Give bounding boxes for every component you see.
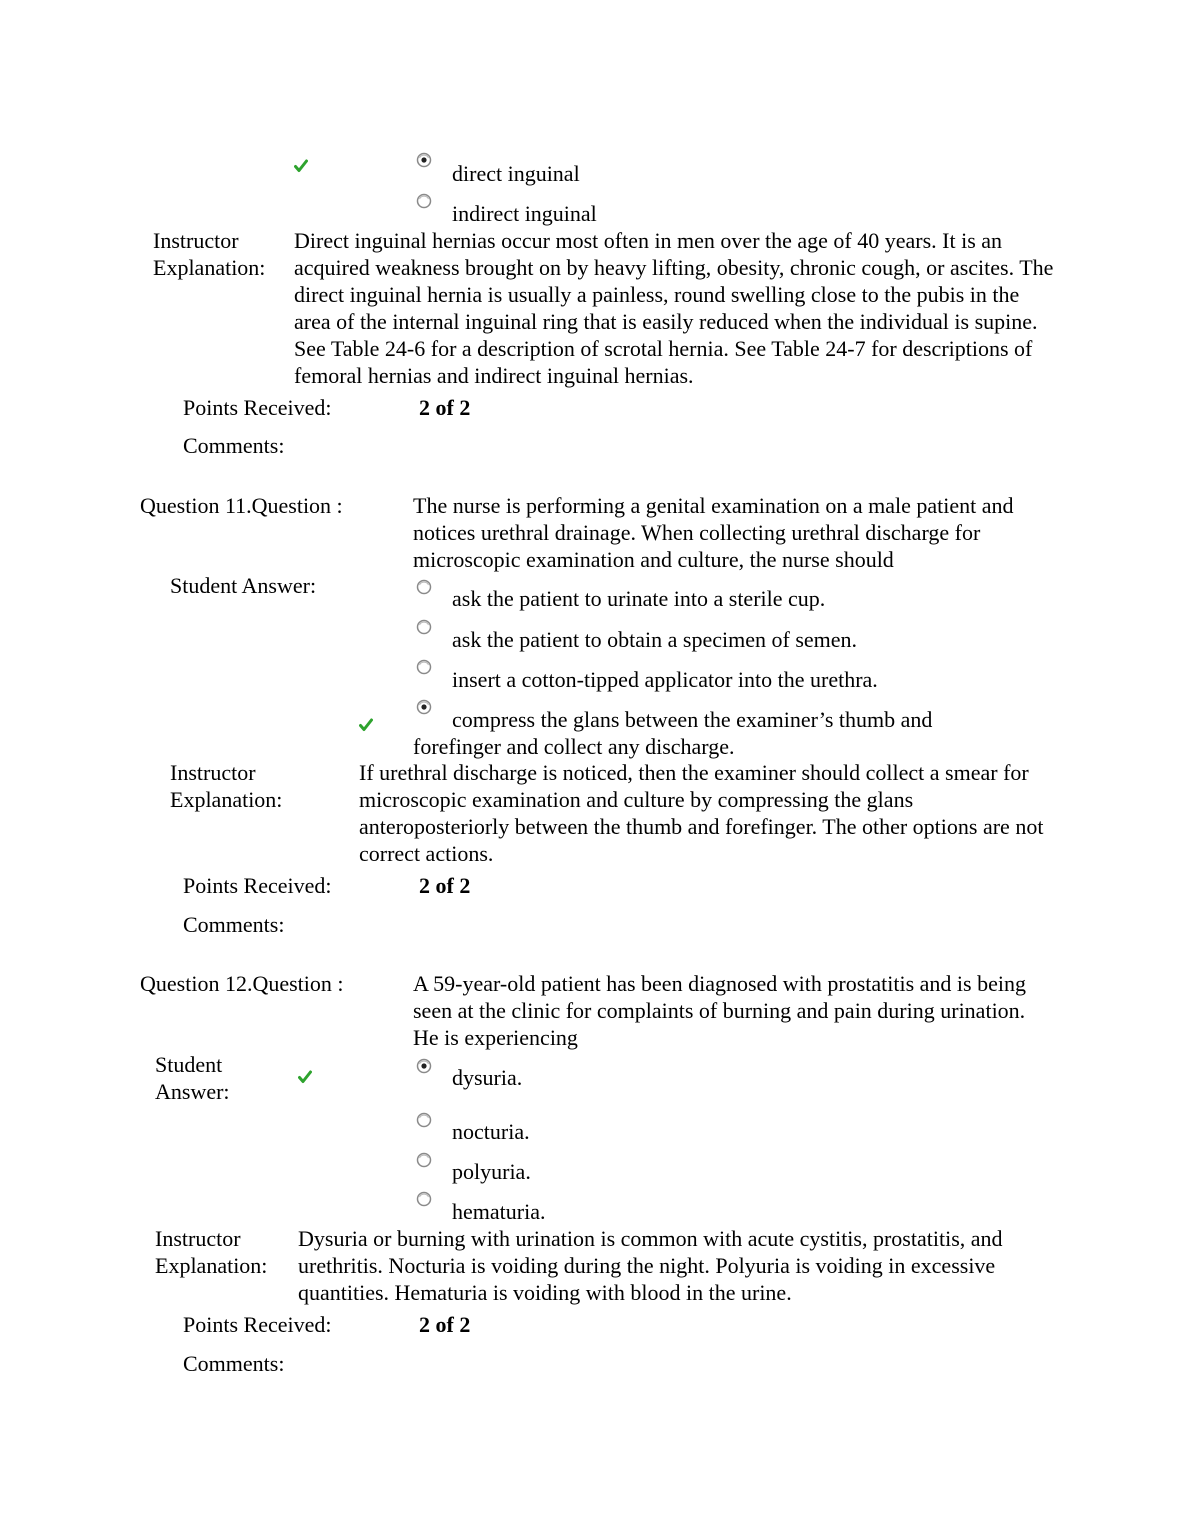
points-value: 2 of 2 <box>419 1312 471 1337</box>
student-answer-label: Student Answer: <box>170 573 317 598</box>
points-value: 2 of 2 <box>419 873 471 898</box>
points-received-label: Points Received: <box>183 873 332 898</box>
checkmark-icon <box>294 159 308 173</box>
question-text: The nurse is performing a genital examination on a male patient and notices urethral drainage. When collecting urethral discharge for microscopic examination and culture, the nurse should <box>413 493 1014 572</box>
radio-selected-icon[interactable] <box>416 152 432 168</box>
instructor-label: Instructor <box>170 760 256 785</box>
radio-unselected-icon[interactable] <box>416 579 432 595</box>
points-received-label: Points Received: <box>183 1312 332 1337</box>
radio-unselected-icon[interactable] <box>416 1191 432 1207</box>
points-received-label: Points Received: <box>183 395 332 420</box>
question-number: Question 12.Question : <box>140 971 344 996</box>
answer-option: hematuria. <box>452 1199 546 1224</box>
answer-option: indirect inguinal <box>452 201 597 226</box>
radio-unselected-icon[interactable] <box>416 193 432 209</box>
answer-label: Answer: <box>155 1079 230 1104</box>
answer-option: direct inguinal <box>452 161 580 186</box>
instructor-explanation: If urethral discharge is noticed, then the examiner should collect a smear for microscopic examination and culture by compressing the glans anteroposteriorly between the thumb and forefinger. The other options are not correct actions. <box>359 760 1044 866</box>
checkmark-icon <box>298 1070 312 1084</box>
radio-selected-icon[interactable] <box>416 1058 432 1074</box>
radio-unselected-icon[interactable] <box>416 659 432 675</box>
instructor-explanation: Dysuria or burning with urination is common with acute cystitis, prostatitis, and urethritis. Nocturia is voiding during the night. Polyuria is voiding in excessive quantities. Hematuria is voiding with blood in the urine. <box>298 1226 1003 1305</box>
question-text: A 59-year-old patient has been diagnosed with prostatitis and is being seen at the clinic for complaints of burning and pain during urination. He is experiencing <box>413 971 1026 1050</box>
explanation-label: Explanation: <box>153 255 266 280</box>
comments-label: Comments: <box>183 912 285 937</box>
answer-option: ask the patient to obtain a specimen of semen. <box>452 627 858 652</box>
instructor-explanation: Direct inguinal hernias occur most often in men over the age of 40 years. It is an acquired weakness brought on by heavy lifting, obesity, chronic cough, or ascites. The direct inguinal hernia is usually a painless, round swelling close to the pubis in the area of the internal inguinal ring that is easily reduced when the individual is supine. See Table 24-6 for a description of scrotal hernia. See Table 24-7 for descriptions of femoral hernias and indirect inguinal hernias. <box>294 228 1054 388</box>
comments-label: Comments: <box>183 433 285 458</box>
student-label: Student <box>155 1052 223 1077</box>
question-number: Question 11.Question : <box>140 493 343 518</box>
radio-unselected-icon[interactable] <box>416 1152 432 1168</box>
answer-option: ask the patient to urinate into a sterile cup. <box>452 586 826 611</box>
answer-option: polyuria. <box>452 1159 531 1184</box>
radio-unselected-icon[interactable] <box>416 619 432 635</box>
answer-option: insert a cotton-tipped applicator into the urethra. <box>452 667 878 692</box>
instructor-label: Instructor <box>155 1226 241 1251</box>
explanation-label: Explanation: <box>155 1253 268 1278</box>
comments-label: Comments: <box>183 1351 285 1376</box>
radio-unselected-icon[interactable] <box>416 1112 432 1128</box>
explanation-label: Explanation: <box>170 787 283 812</box>
answer-option: nocturia. <box>452 1119 530 1144</box>
checkmark-icon <box>359 718 373 732</box>
answer-option: compress the glans between the examiner’s thumb and forefinger and collect any discharge. <box>413 707 933 759</box>
answer-option: dysuria. <box>452 1065 523 1090</box>
instructor-label: Instructor <box>153 228 239 253</box>
points-value: 2 of 2 <box>419 395 471 420</box>
